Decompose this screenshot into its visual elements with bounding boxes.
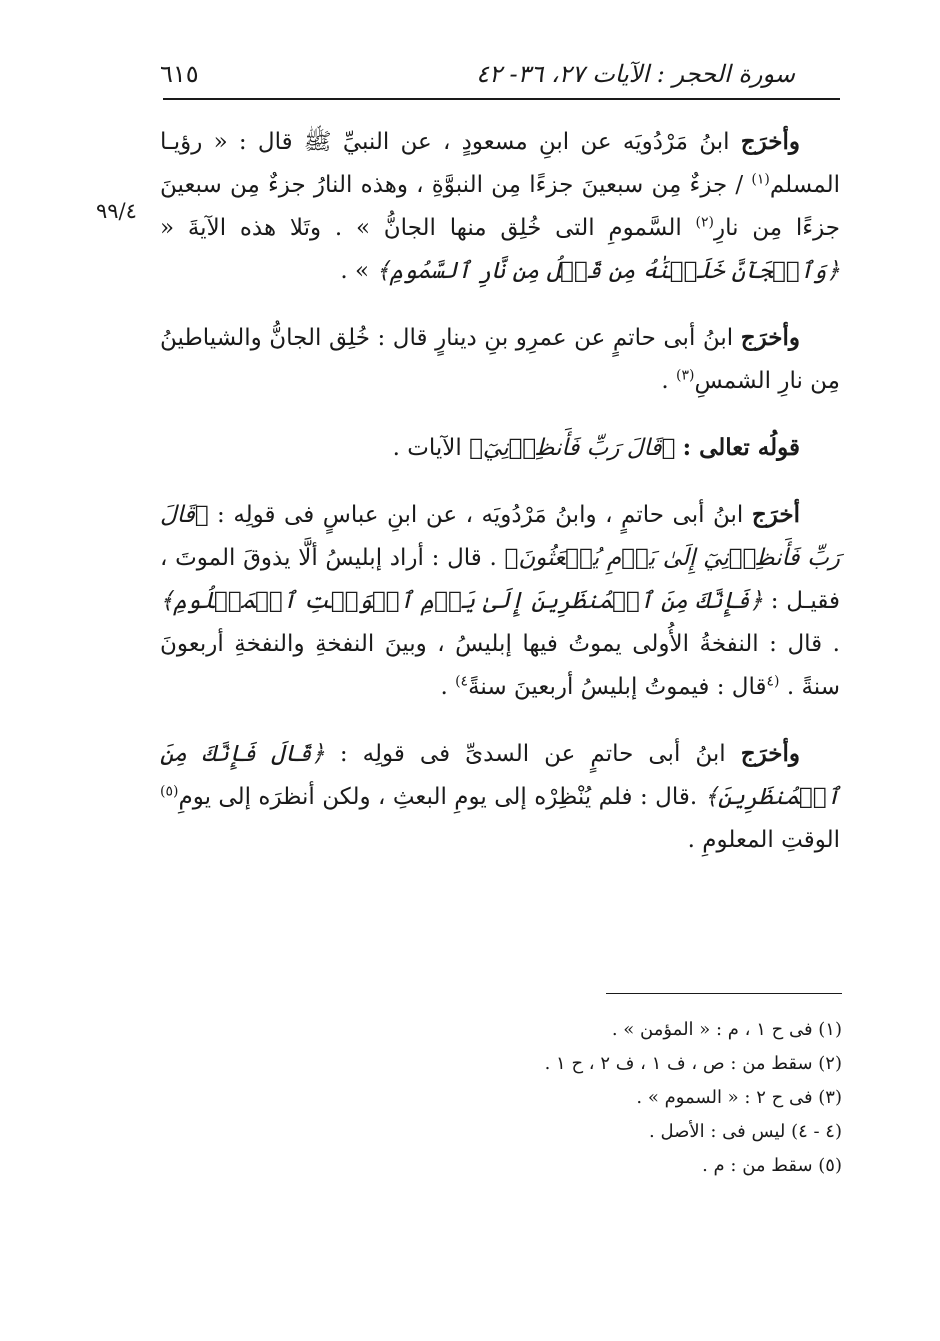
text-run: ابنُ أبى حاتمٍ عن عمرِو بنِ دينارٍ قال : خُلِق الجانُّ والشياطينُ مِن نارِ الشمسِ	[160, 325, 840, 394]
text-run: قال : فيموتُ إبليسُ أربعينَ سنةً	[468, 674, 767, 700]
running-title: سورة الحجر : الآيات ٢٧، ٣٦- ٤٢	[476, 60, 795, 88]
paragraph	[160, 316, 840, 403]
footnote: (١) فى ح ١ ، م : « المؤمن » .	[611, 1019, 842, 1040]
header-rule	[163, 98, 840, 100]
text-run: .	[661, 368, 677, 394]
text-run: ابنُ أبى حاتمٍ عن السدىِّ فى قولِه :	[324, 741, 741, 767]
paragraph	[160, 426, 840, 470]
quran-quote: ﴿قَالَ فَإِنَّكَ مِنَ ٱلۡمُنظَرِينَ﴾	[160, 741, 840, 810]
footnote-reference: (٣)	[676, 367, 695, 384]
footnote: (٢) سقط من : ص ، ف ١ ، ف ٢ ، ح ١ .	[544, 1053, 842, 1074]
text-run: ابنُ مَرْدُويَه عن ابنِ مسعودٍ ، عن النبيِّ ﷺ قال : « رؤيـا المسلم	[160, 129, 840, 198]
quran-quote: ﴿قَالَ رَبِّ فَأَنظِرۡنِيٓ إِلَىٰ يَوۡمِ يُبۡعَثُونَ﴾	[160, 502, 840, 571]
quran-quote: ﴿فَإِنَّكَ مِنَ ٱلۡمُنظَرِينَ إِلَىٰ يَوۡمِ ٱلۡوَقۡتِ ٱلۡمَعۡلُومِ﴾	[160, 588, 763, 614]
footnote: (٤ - ٤) ليس فى : الأصل .	[649, 1121, 842, 1142]
paragraph-lead-word: أخرَج	[751, 501, 800, 528]
footnote-reference: ٤)	[455, 673, 469, 690]
footnote-reference: (١)	[751, 171, 770, 188]
text-run	[675, 435, 682, 461]
paragraph-lead-word: وأخرَج	[740, 740, 800, 767]
footnote-reference: (٤	[766, 673, 780, 690]
text-run: . قال : أراد إبليسُ ألَّا يذوقَ الموتَ ، فقيـل :	[160, 545, 840, 614]
quran-quote: ﴿قَالَ رَبِّ فَأَنظِرۡنِيٓ﴾	[469, 435, 676, 461]
text-run: » .	[340, 258, 377, 284]
margin-volume-page-note: ٩٩/٤	[96, 199, 137, 223]
text-run: ابنُ أبى حاتمٍ ، وابنُ مَرْدُويَه ، عن ابنِ عباسٍ فى قولِه :	[208, 502, 752, 528]
footnotes	[300, 1013, 842, 1183]
text-run: السَّمومِ التى خُلِق منها الجانُّ » . وتَلا هذه الآيةَ «	[160, 215, 696, 241]
text-run: . قال : النفخةُ الأُولى يموتُ فيها إبليسُ ، وبينَ النفخةِ والنفخةِ أربعونَ سنةً .	[160, 631, 840, 700]
footnote-reference: (٢)	[695, 214, 714, 231]
body-text	[160, 120, 840, 885]
footnote: (٥) سقط من : م .	[702, 1155, 842, 1176]
text-run: .	[440, 674, 456, 700]
page-header	[160, 56, 840, 92]
paragraph-lead-word: قولُه تعالى :	[682, 434, 800, 461]
page-number: ٦١٥	[160, 60, 199, 88]
paragraph-lead-word: وأخرَج	[740, 324, 800, 351]
footnote: (٣) فى ح ٢ : « السموم » .	[636, 1087, 842, 1108]
footnote-reference: (٥)	[160, 783, 179, 800]
text-run: الآيات .	[392, 435, 470, 461]
text-run: / جزءٌ مِن سبعينَ جزءًا مِن النبوَّةِ ، وهذه النارُ جزءٌ مِن سبعينَ جزءًا مِن نارِ	[160, 172, 840, 241]
paragraph	[160, 493, 840, 709]
footnote-rule	[606, 993, 842, 994]
paragraph-lead-word: وأخرَج	[740, 128, 800, 155]
paragraph	[160, 120, 840, 293]
text-run: .قال : فلم يُنْظِرْه إلى يومِ البعثِ ، ولكن أنظرَه إلى يومِ	[178, 784, 705, 810]
paragraph	[160, 732, 840, 862]
text-run: الوقتِ المعلومِ .	[687, 827, 840, 853]
quran-quote: ﴿وَٱلۡجَآنَّ خَلَقۡنَٰهُ مِن قَبۡلُ مِن نَّارِ ٱلسَّمُومِ﴾	[376, 258, 840, 284]
